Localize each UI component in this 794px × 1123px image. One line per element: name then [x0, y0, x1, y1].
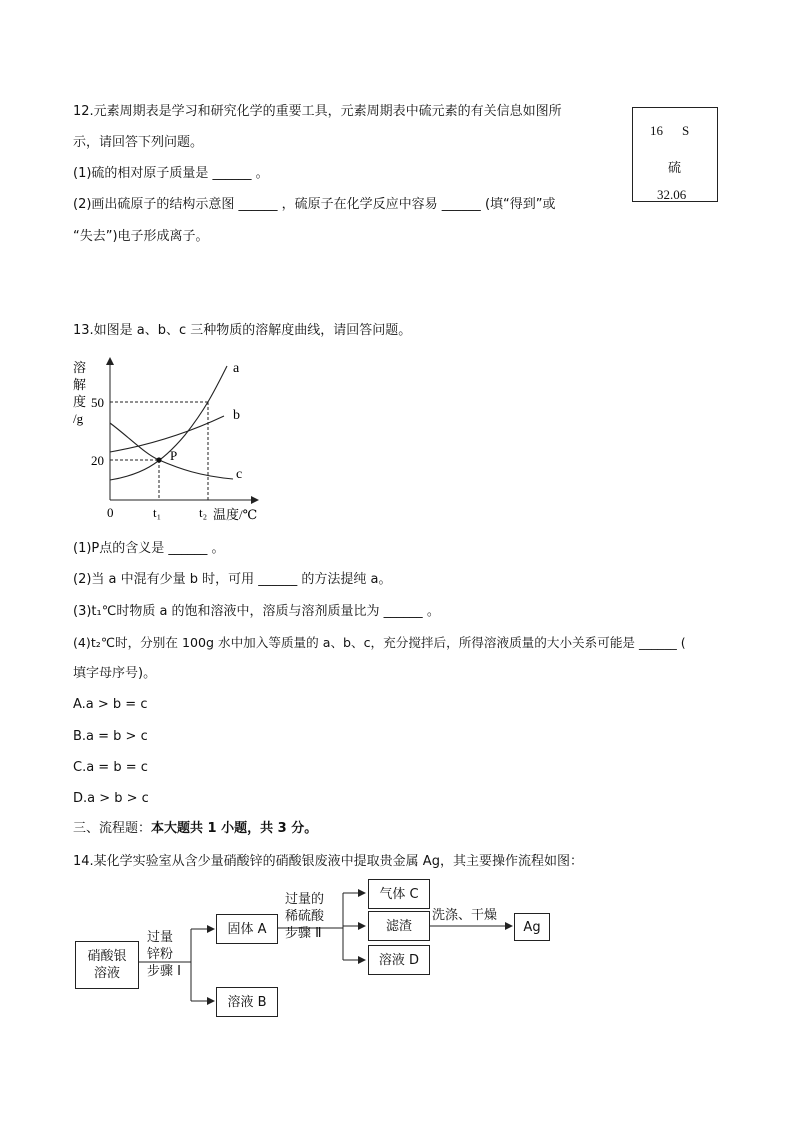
step1-l3: 步骤 I — [147, 964, 181, 979]
atomic-number: 16 — [650, 123, 663, 138]
flow-box-residue: 滤渣 — [368, 911, 430, 941]
flow-wash-label: 洗涤、干燥 — [432, 908, 498, 923]
q13-option-a: A.a > b = c — [73, 697, 148, 712]
flow-box-ag: Ag — [514, 913, 550, 941]
q13-option-c: C.a = b = c — [73, 760, 148, 775]
xtick-t2: t₂ — [199, 505, 208, 520]
step2-l3: 步骤 Ⅱ — [285, 926, 322, 941]
q13-title: 13.如图是 a、b、c 三种物质的溶解度曲线，请回答问题。 — [73, 323, 412, 338]
section3-desc: 本大题共 1 小题，共 3 分。 — [151, 821, 318, 836]
q12-sub2: (2)画出硫原子的结构示意图 ______ ，硫原子在化学反应中容易 ______ (填“得到”或 — [73, 197, 556, 212]
curve-b — [110, 416, 224, 452]
section3-label: 三、流程题： — [73, 821, 152, 836]
flow-box-solution-b: 溶液 B — [216, 987, 278, 1017]
ylabel-2: 解 — [73, 377, 87, 392]
flow-start-l2: 溶液 — [93, 966, 120, 981]
flow-box-start — [75, 941, 139, 989]
element-symbol: S — [682, 123, 690, 138]
section3-heading — [73, 820, 317, 838]
xlabel: 温度/℃ — [213, 507, 258, 522]
label-p: P — [170, 448, 178, 463]
q12-line2: 示，请回答下列问题。 — [73, 135, 204, 150]
q13-option-b: B.a = b > c — [73, 729, 148, 744]
flow-box-solution-d: 溶液 D — [368, 945, 430, 975]
step2-l1: 过量的 — [285, 892, 325, 907]
sulfur-element-card — [632, 107, 718, 202]
step2-l2: 稀硫酸 — [285, 909, 325, 924]
ylabel-3: 度 — [73, 394, 87, 409]
flow-box-solid-a: 固体 A — [216, 914, 278, 944]
ytick-20: 20 — [91, 453, 104, 468]
atomic-mass: 32.06 — [657, 187, 687, 202]
flow-step2-label — [285, 891, 337, 942]
origin-label: 0 — [107, 505, 114, 520]
ylabel-4: /g — [73, 411, 84, 426]
flow-start-l1: 硝酸银 — [87, 949, 127, 964]
step1-l2: 锌粉 — [147, 947, 174, 962]
q13-sub2: (2)当 a 中混有少量 b 时，可用 ______ 的方法提纯 a。 — [73, 572, 392, 587]
q13-sub4b: 填字母序号)。 — [73, 666, 157, 681]
xtick-t1: t₁ — [153, 505, 162, 520]
label-b: b — [233, 408, 240, 423]
ylabel-1: 溶 — [73, 360, 87, 375]
flow-box-gas-c: 气体 C — [368, 879, 430, 909]
label-c: c — [236, 467, 243, 482]
ytick-50: 50 — [91, 395, 104, 410]
label-a: a — [233, 361, 240, 376]
q12-sub2b: “失去”)电子形成离子。 — [73, 229, 209, 244]
q12-line1: 12.元素周期表是学习和研究化学的重要工具，元素周期表中硫元素的有关信息如图所 — [73, 104, 562, 119]
q13-option-d: D.a > b > c — [73, 791, 149, 806]
q13-sub4: (4)t₂℃时，分别在 100g 水中加入等质量的 a、b、c，充分搅拌后，所得溶液质量的大小关系可能是 ______ ( — [73, 635, 686, 650]
q12-sub1: (1)硫的相对原子质量是 ______ 。 — [73, 166, 269, 181]
q13-sub3: (3)t₁℃时物质 a 的饱和溶液中，溶质与溶剂质量比为 ______ 。 — [73, 604, 440, 619]
q14-title: 14.某化学实验室从含少量硝酸锌的硝酸银废液中提取贵金属 Ag，其主要操作流程如图： — [73, 854, 583, 869]
q13-sub1: (1)P点的含义是 ______ 。 — [73, 541, 225, 556]
flow-step1-label — [147, 929, 191, 980]
step1-l1: 过量 — [147, 930, 174, 945]
point-p — [156, 457, 161, 462]
solubility-chart — [70, 350, 270, 530]
element-name: 硫 — [668, 160, 682, 175]
